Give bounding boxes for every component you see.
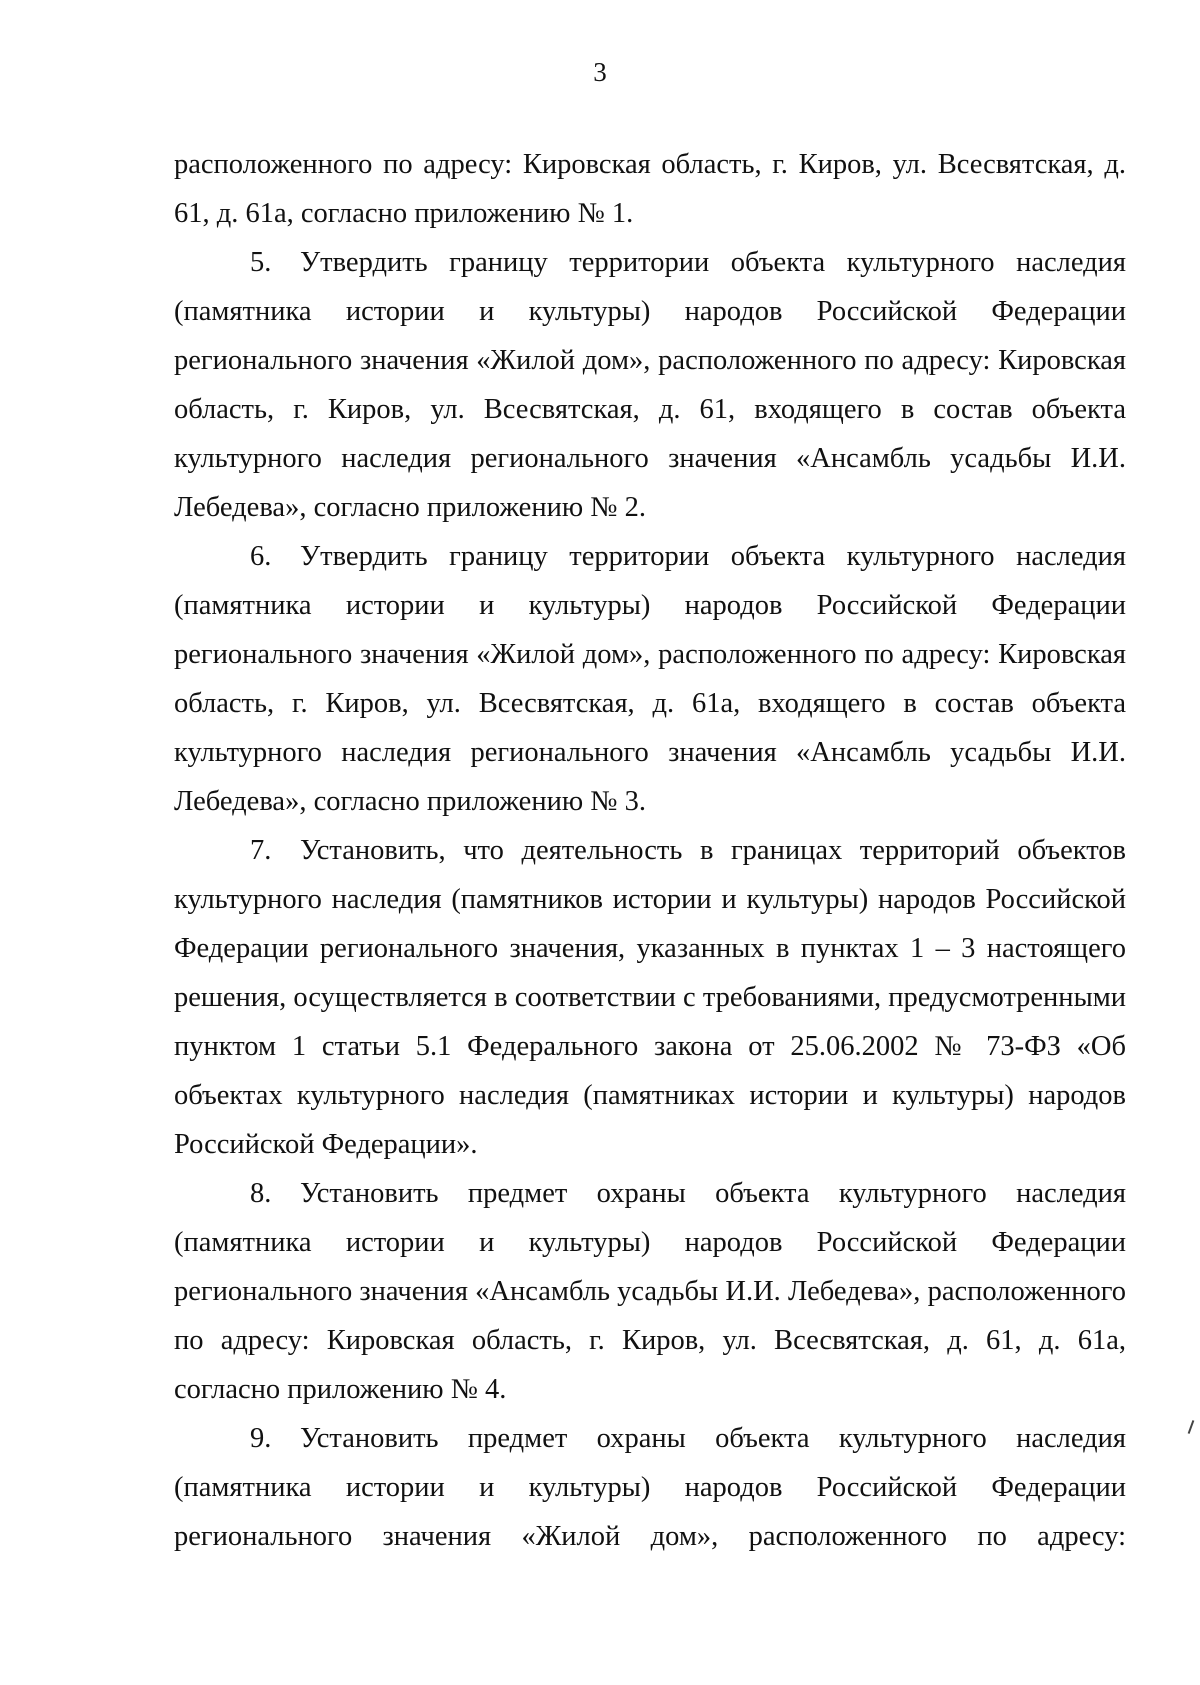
paragraph-text: Установить предмет охраны объекта культурного наследия (памятника истории и культуры) народов Российской Федерации регионального значения «Ансамбль усадьбы И.И. Лебедева», расположенного по адресу: Кировская область, г. Киров, ул. Всесвятская, д. 61, д. 61а, согласно приложению № 4. xyxy=(174,1178,1126,1405)
paragraph-number: 7. xyxy=(250,835,272,866)
paragraph-continuation xyxy=(174,140,1126,238)
paragraph-number: 9. xyxy=(250,1423,272,1454)
paragraph-text: Установить, что деятельность в границах территорий объектов культурного наследия (памятников истории и культуры) народов Российской Федерации регионального значения, указанных в пунктах 1 – 3 настоящего решения, осуществляется в соответствии с требованиями, предусмотренными пунктом 1 статьи 5.1 Федерального закона от 25.06.2002 № 73-ФЗ «Об объектах культурного наследия (памятниках истории и культуры) народов Российской Федерации». xyxy=(174,835,1126,1160)
paragraph-text: расположенного по адресу: Кировская область, г. Киров, ул. Всесвятская, д. 61, д. 61а, согласно приложению № 1. xyxy=(174,149,1126,229)
page-number: 3 xyxy=(593,57,607,87)
paragraph-text: Утвердить границу территории объекта культурного наследия (памятника истории и культуры) народов Российской Федерации регионального значения «Жилой дом», расположенного по адресу: Кировская область, г. Киров, ул. Всесвятская, д. 61, входящего в состав объекта культурного наследия регионального значения «Ансамбль усадьбы И.И. Лебедева», согласно приложению № 2. xyxy=(174,247,1126,523)
paragraph-5 xyxy=(174,238,1126,532)
paragraph-number: 6. xyxy=(250,541,272,572)
paragraph-6 xyxy=(174,532,1126,826)
paragraph-7 xyxy=(174,826,1126,1169)
paragraph-text: Установить предмет охраны объекта культурного наследия (памятника истории и культуры) народов Российской Федерации регионального значения «Жилой дом», расположенного по адресу: xyxy=(174,1423,1126,1552)
scan-edge-mark xyxy=(1188,1420,1195,1434)
paragraph-9 xyxy=(174,1414,1126,1561)
paragraph-text: Утвердить границу территории объекта культурного наследия (памятника истории и культуры) народов Российской Федерации регионального значения «Жилой дом», расположенного по адресу: Кировская область, г. Киров, ул. Всесвятская, д. 61а, входящего в состав объекта культурного наследия регионального значения «Ансамбль усадьбы И.И. Лебедева», согласно приложению № 3. xyxy=(174,541,1126,817)
document-body xyxy=(174,140,1126,1561)
paragraph-number: 5. xyxy=(250,247,272,278)
paragraph-8 xyxy=(174,1169,1126,1414)
paragraph-number: 8. xyxy=(250,1178,272,1209)
